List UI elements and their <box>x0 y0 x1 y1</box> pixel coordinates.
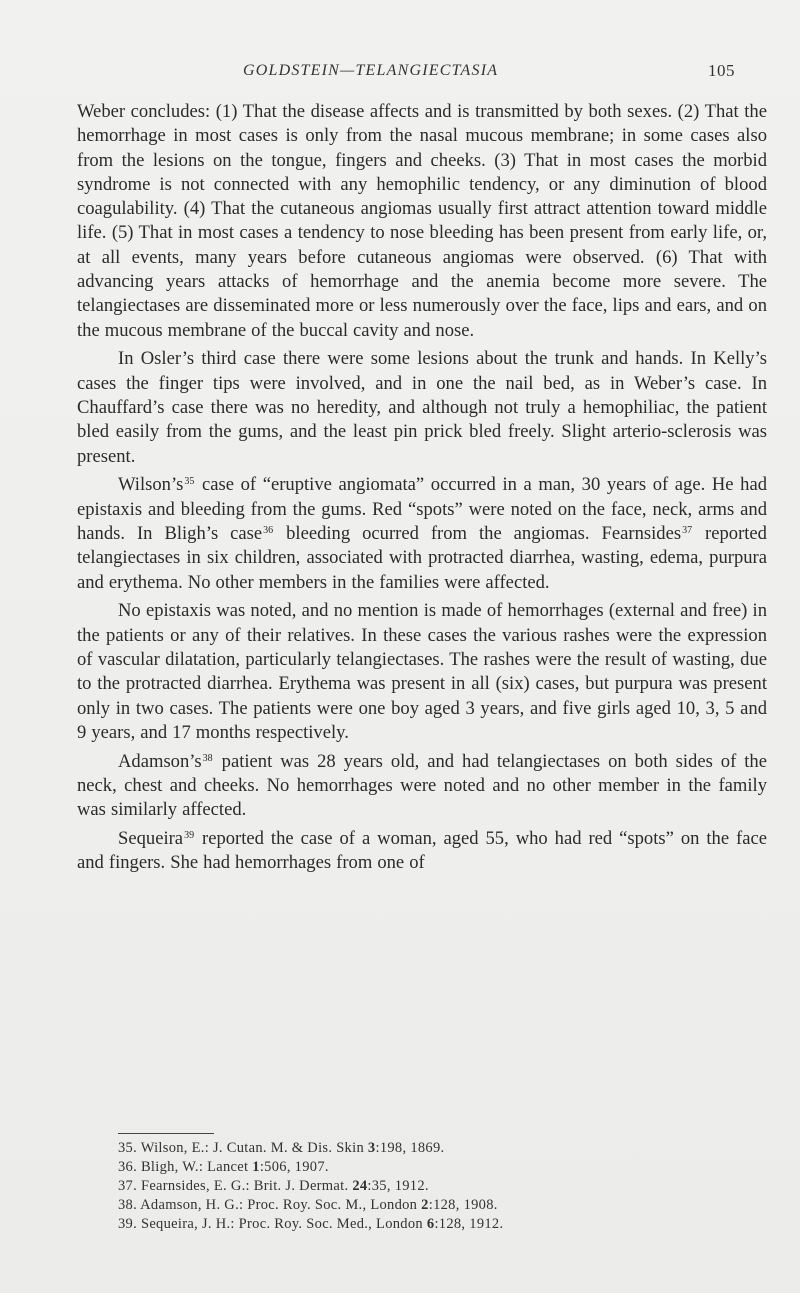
paragraph-no-epistaxis: No epistaxis was noted, and no mention is made of hemorrhages (external and free) in the patients or any of their relatives. In these cases the various rashes were the expression of vascular dilatation, particularly telangiectases. The rashes were the result of wasting, due to the protracted diarrhea. Erythema was present in all (six) cases, but purpura was present only in two cases. The patients were one boy aged 3 years, and five girls aged 10, 3, 5 and 9 years, and 17 months respectively. <box>77 600 767 743</box>
body-text <box>77 100 767 880</box>
paragraph-text-segment: reported telangiectases in six children, associated with protracted diarrhea, wasting, edema, purpura and erythema. No other members in the families were affected. <box>77 523 767 593</box>
running-head <box>0 62 800 86</box>
footnote-35 <box>118 1139 718 1158</box>
footnote-citation: 37. Fearnsides, E. G.: Brit. J. Dermat. <box>118 1178 353 1194</box>
paragraph-text-segment: Sequeira <box>118 828 184 850</box>
footnote-volume: 1 <box>252 1159 260 1175</box>
running-title: GOLDSTEIN—TELANGIECTASIA <box>243 62 499 79</box>
footnote-39 <box>118 1215 718 1234</box>
footnote-pages-year: :198, 1869. <box>375 1140 445 1156</box>
footnote-citation: 39. Sequeira, J. H.: Proc. Roy. Soc. Med., London <box>118 1216 427 1232</box>
reference-marker: 36 <box>263 525 274 537</box>
paragraph-weber-conclusions: Weber concludes: (1) That the disease affects and is transmitted by both sexes. (2) That the hemorrhage in most cases is only from the nasal mucous membrane; in some cases also from the lesions on the tongue, fingers and cheeks. (3) That in most cases the morbid syndrome is not connected with any hemophilic tendency, or any diminution of blood coagulability. (4) That the cutaneous angiomas usually first attract attention toward middle life. (5) That in most cases a tendency to nose bleeding has been present from early life, or, at all events, many years before cutaneous angiomas were observed. (6) That with advancing years attacks of hemorrhage and the anemia become more severe. The telangiectases are disseminated more or less numerously over the face, lips and ears, and on the mucous membrane of the buccal cavity and nose. <box>77 101 767 341</box>
footnote-citation: 35. Wilson, E.: J. Cutan. M. & Dis. Skin <box>118 1140 368 1156</box>
footnote-citation: 36. Bligh, W.: Lancet <box>118 1159 253 1175</box>
paragraph-text-segment: Wilson’s <box>118 474 184 496</box>
reference-marker: 37 <box>682 525 693 537</box>
footnote-pages-year: :506, 1907. <box>259 1159 329 1175</box>
paragraph-text-segment: patient was 28 years old, and had telangiectases on both sides of the neck, chest and cheeks. No hemorrhages were noted and no other member in the family was similarly affected. <box>77 750 767 821</box>
footnote-36 <box>118 1158 718 1177</box>
footnote-volume: 2 <box>421 1197 429 1213</box>
footnote-citation: 38. Adamson, H. G.: Proc. Roy. Soc. M., London <box>118 1197 422 1213</box>
paragraph-sequeira <box>77 827 767 876</box>
footnotes <box>118 1139 718 1234</box>
paragraph-adamson <box>77 750 767 823</box>
footnote-volume: 24 <box>352 1178 368 1194</box>
paragraph-osler-kelly-chauffard: In Osler’s third case there were some lesions about the trunk and hands. In Kelly’s cases the finger tips were involved, and in one the nail bed, as in Weber’s case. In Chauffard’s case there was no heredity, and although not truly a hemophiliac, the patient bled easily from the gums, and the least pin prick bled freely. Slight arterio-sclerosis was present. <box>77 348 767 467</box>
reference-marker: 35 <box>184 476 195 488</box>
footnote-pages-year: :128, 1912. <box>434 1216 504 1232</box>
footnote-separator <box>118 1133 214 1134</box>
footnote-38 <box>118 1196 718 1215</box>
footnote-pages-year: :128, 1908. <box>428 1197 498 1213</box>
footnote-pages-year: :35, 1912. <box>367 1178 429 1194</box>
page-number: 105 <box>708 61 735 80</box>
paragraph-wilson-bligh-fearnsides <box>77 473 767 594</box>
paragraph-text-segment: case of “eruptive angiomata” occurred in a man, 30 years of age. He had epistaxis and bleeding from the gums. Red “spots” were noted on the face, neck, arms and hands. In Bligh’s case <box>77 474 767 545</box>
footnote-volume: 6 <box>426 1216 435 1232</box>
footnote-volume: 3 <box>367 1140 376 1156</box>
paragraph-text-segment: bleeding ocurred from the angiomas. Fearnsides <box>286 523 682 545</box>
paragraph-text-segment: Adamson’s <box>118 750 202 772</box>
reference-marker: 39 <box>184 830 195 842</box>
reference-marker: 38 <box>202 752 213 764</box>
footnote-37 <box>118 1177 718 1196</box>
paragraph-text-segment: reported the case of a woman, aged 55, who had red “spots” on the face and fingers. She had hemorrhages from one of <box>77 828 767 874</box>
